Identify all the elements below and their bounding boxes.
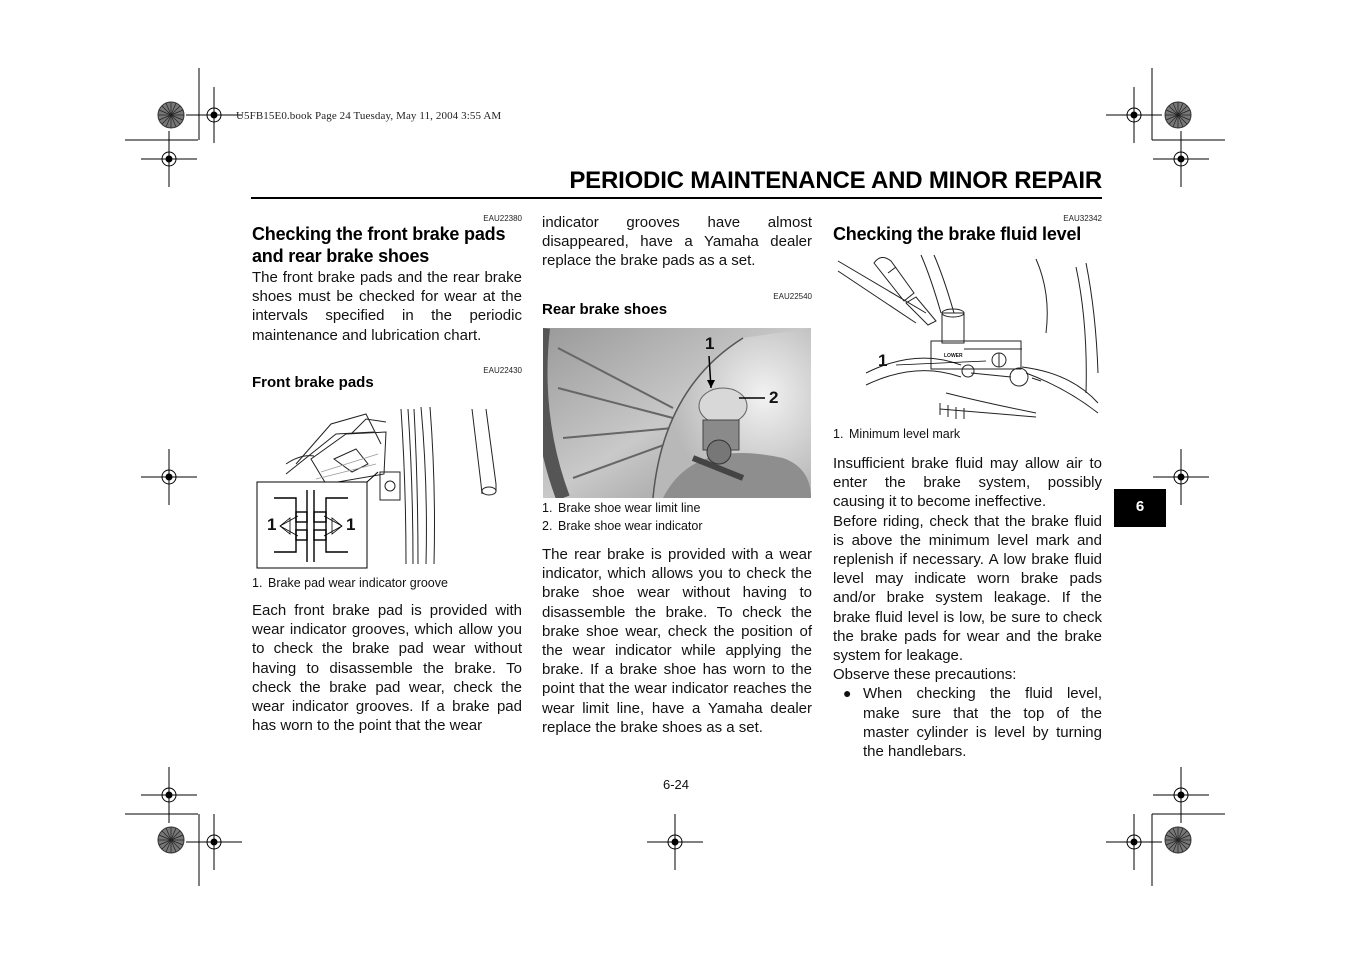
page-number: 6-24: [662, 777, 690, 792]
figure-callout-2: 2: [769, 388, 779, 407]
front-brake-illustration: [256, 404, 522, 570]
paragraph-precautions: Observe these precautions:: [833, 666, 1017, 684]
section-heading: Checking the front brake pads and rear brake shoes: [252, 224, 506, 266]
page-title: PERIODIC MAINTENANCE AND MINOR REPAIR: [569, 167, 1102, 194]
caption-text: Brake shoe wear limit line: [558, 501, 701, 515]
front-brake-body: Each front brake pad is provided with wear indicator grooves, which allow you to check the brake pad wear without having to disassemble the brake. To check the brake pad wear, check the wear indicator grooves. If a brake pad has worn to the point that the wear: [252, 602, 522, 735]
subsection-code: EAU22540: [773, 292, 812, 301]
continued-paragraph: indicator grooves have almost disappeared, have a Yamaha dealer replace the brake pads as a set.: [542, 214, 812, 270]
caption-text: Minimum level mark: [849, 427, 961, 441]
caption-text: Brake shoe wear indicator: [558, 519, 703, 533]
section-heading: Checking the brake fluid level: [833, 224, 1082, 244]
caption-number: 1.: [542, 501, 553, 515]
caption-text: Brake pad wear indicator groove: [268, 576, 448, 590]
intro-paragraph: The front brake pads and the rear brake shoes must be checked for wear at the intervals specified in the periodic maintenance and lubrication chart.: [252, 269, 522, 344]
caption-number: 1.: [252, 576, 263, 590]
print-info-header: U5FB15E0.book Page 24 Tuesday, May 11, 2004 3:55 AM: [236, 110, 502, 122]
figure-caption-1: [542, 499, 812, 517]
bullet-text: When checking the fluid level, make sure that the top of the master cylinder is level by turning the handlebars.: [863, 685, 1102, 761]
front-brake-pad-figure: [256, 404, 522, 570]
figure-caption-2: [542, 517, 812, 535]
master-cylinder-illustration: [836, 253, 1102, 423]
section-code: EAU32342: [1063, 214, 1102, 223]
figure-callout-1: 1: [878, 351, 888, 370]
paragraph-air: Insufficient brake fluid may allow air to enter the brake system, possibly causing it to become ineffective.: [833, 455, 1102, 511]
figure-callout-1: 1: [705, 334, 715, 353]
figure-caption: [252, 574, 522, 592]
rear-brake-body: The rear brake is provided with a wear indicator, which allows you to check the brake shoe wear without having to disassemble the brake. To check the brake shoe wear, check the position of the wear indicator while applying the brake. If a brake shoe has worn to the point that the wear indicator reaches the wear limit line, have a Yamaha dealer replace the brake shoes as a set.: [542, 546, 812, 736]
precaution-bullet: [833, 684, 1102, 761]
figure-callout-1-left: 1: [267, 515, 277, 534]
subsection-heading: Rear brake shoes: [542, 301, 668, 318]
caption-number: 1.: [833, 427, 844, 441]
title-rule: [251, 197, 1102, 199]
caption-number: 2.: [542, 519, 553, 533]
brake-fluid-body: [833, 454, 1102, 761]
paragraph-check-level: Before riding, check that the brake fluid is above the minimum level mark and replenish if necessary. A low brake fluid level may indicate worn brake pads and/or brake system leakage. If the brake fluid level is low, be sure to check the brake pads for wear and the brake system for leakage.: [833, 512, 1102, 665]
lower-level-mark: LOWER: [944, 353, 963, 359]
chapter-tab: 6: [1114, 489, 1166, 527]
bullet-icon: ●: [843, 685, 852, 702]
figure-callout-1-right: 1: [346, 515, 356, 534]
rear-brake-shoe-figure: [543, 328, 811, 498]
subsection-code: EAU22430: [483, 366, 522, 375]
rear-brake-photo: [543, 328, 811, 498]
brake-fluid-figure: [836, 253, 1102, 423]
section-code: EAU22380: [483, 214, 522, 223]
subsection-heading: Front brake pads: [252, 374, 374, 391]
figure-caption: [833, 425, 1102, 443]
